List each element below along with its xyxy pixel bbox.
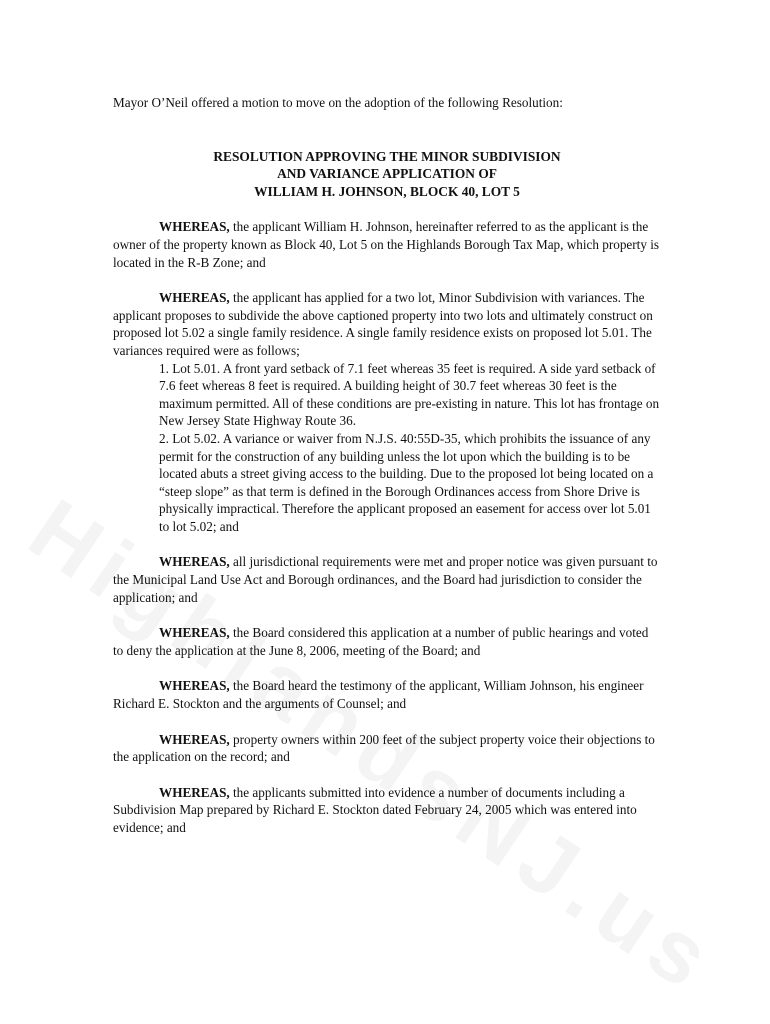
intro-text: Mayor O’Neil offered a motion to move on the adoption of the following Resolution: <box>113 95 563 110</box>
variance-item-1: 1. Lot 5.01. A front yard setback of 7.1 feet whereas 35 feet is required. A side yard setback of 7.6 feet whereas 8 feet is required. A building height of 30.7 feet whereas 30 feet is the maximum permitted. All of these conditions are pre-existing in nature. This lot has frontage on New Jersey State Highway Route 36. <box>159 360 660 429</box>
paragraph-body: the applicants submitted into evidence a number of documents including a Subdivision Map prepared by Richard E. Stockton dated February 24, 2005 which was entered into evidence; and <box>113 784 637 835</box>
title-line-2: AND VARIANCE APPLICATION OF <box>277 166 497 182</box>
paragraph-body: the Board heard the testimony of the applicant, William Johnson, his engineer Richard E. Stockton and the arguments of Counsel; and <box>113 678 644 712</box>
whereas-lead: WHEREAS, <box>159 678 230 694</box>
whereas-paragraph-1 <box>113 218 661 271</box>
whereas-paragraph-2 <box>113 289 661 359</box>
whereas-lead: WHEREAS, <box>159 625 230 641</box>
resolution-title <box>113 148 661 201</box>
whereas-lead: WHEREAS, <box>159 731 230 747</box>
title-line-3: WILLIAM H. JOHNSON, BLOCK 40, LOT 5 <box>254 183 520 199</box>
whereas-paragraph-7 <box>113 784 661 837</box>
paragraph-body: all jurisdictional requirements were met and proper notice was given pursuant to the Municipal Land Use Act and Borough ordinances, and the Board had jurisdiction to consider the application; and <box>113 554 658 605</box>
whereas-lead: WHEREAS, <box>159 554 230 570</box>
variance-item-2: 2. Lot 5.02. A variance or waiver from N.J.S. 40:55D-35, which prohibits the issuance of any permit for the construction of any building unless the lot upon which the building is to be located abuts a street giving access to the building. Due to the proposed lot being located on a “steep slope” as that term is defined in the Borough Ordinances access from Shore Drive is physically impractical. Therefore the applicant proposed an easement for access over lot 5.01 to lot 5.02; and <box>159 430 654 534</box>
whereas-paragraph-6 <box>113 731 661 766</box>
whereas-paragraph-5 <box>113 677 661 712</box>
whereas-paragraph-4 <box>113 624 661 659</box>
document-page <box>113 94 661 855</box>
whereas-lead: WHEREAS, <box>159 784 230 800</box>
title-line-1: RESOLUTION APPROVING THE MINOR SUBDIVISION <box>213 148 561 164</box>
paragraph-body: the Board considered this application at a number of public hearings and voted to deny the application at the June 8, 2006, meeting of the Board; and <box>113 625 649 658</box>
paragraph-body: the applicant has applied for a two lot, Minor Subdivision with variances. The applicant proposes to subdivide the above captioned property into two lots and ultimately construct on proposed lot 5.02 a single family residence. A single family residence exists on proposed lot 5.01. The variances required were as follows; <box>113 290 653 358</box>
whereas-paragraph-3 <box>113 553 661 606</box>
paragraph-body: the applicant William H. Johnson, hereinafter referred to as the applicant is the owner of the property known as Block 40, Lot 5 on the Highlands Borough Tax Map, which property is located in the R-B Zone; and <box>113 219 660 270</box>
whereas-lead: WHEREAS, <box>159 290 230 306</box>
whereas-lead: WHEREAS, <box>159 219 230 235</box>
variance-list <box>159 360 661 536</box>
paragraph-body: property owners within 200 feet of the subject property voice their objections to the application on the record; and <box>113 731 655 765</box>
